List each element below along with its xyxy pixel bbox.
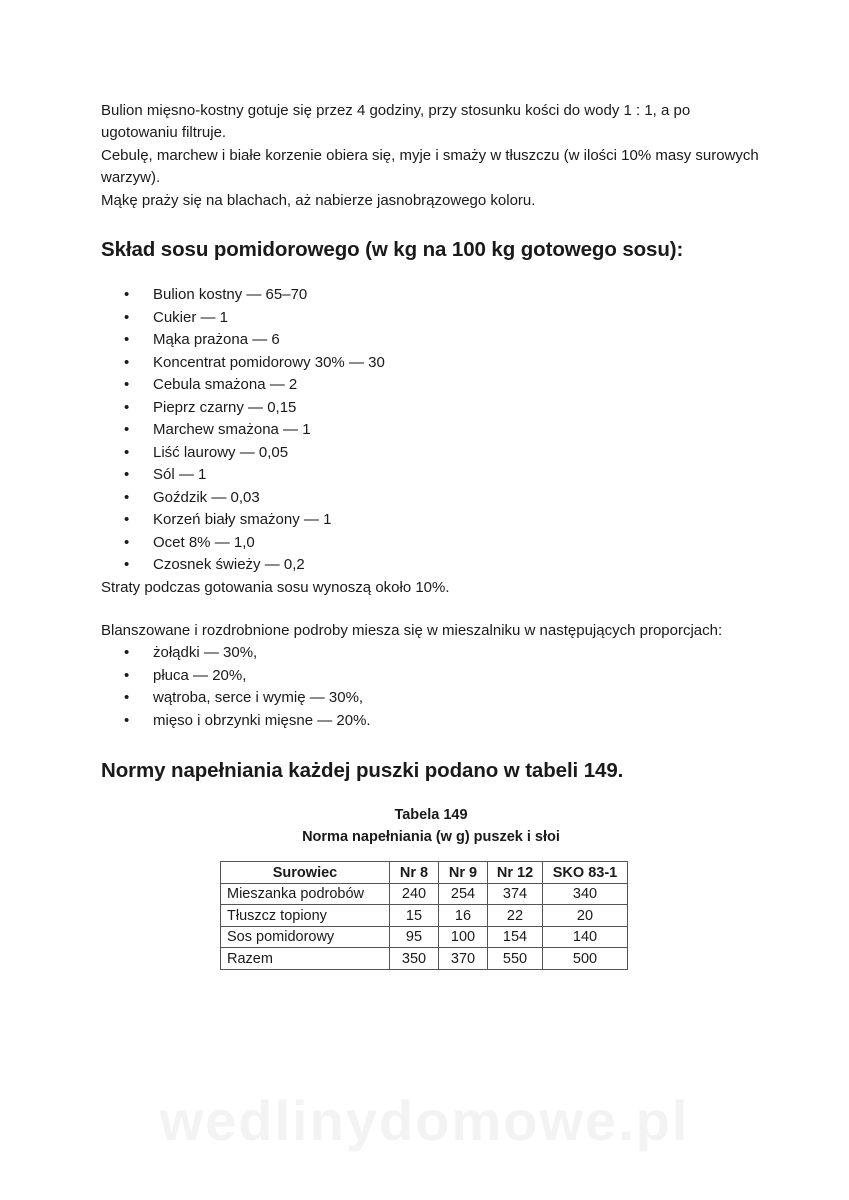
table-header-row xyxy=(221,862,628,884)
table-cell: 16 xyxy=(439,905,488,927)
list-item: • Cebula smażona — 2 xyxy=(101,374,761,397)
table-cell: 154 xyxy=(488,926,543,948)
table-row xyxy=(221,883,628,905)
intro-paragraph-vegetables: Cebulę, marchew i białe korzenie obiera się, myje i smaży w tłuszczu (w ilości 10% masy surowych warzyw). xyxy=(101,146,759,187)
table-row xyxy=(221,926,628,948)
table-cell: 20 xyxy=(543,905,628,927)
table-cell: Mieszanka podrobów xyxy=(221,883,390,905)
filling-norms-table xyxy=(220,861,628,970)
sauce-composition-heading: Skład sosu pomidorowego (w kg na 100 kg gotowego sosu): xyxy=(101,238,684,262)
table-subtitle: Norma napełniania (w g) puszek i słoi xyxy=(302,828,560,845)
table-cell: 350 xyxy=(390,948,439,970)
table-cell: 22 xyxy=(488,905,543,927)
table-cell: 374 xyxy=(488,883,543,905)
sauce-ingredients-list xyxy=(101,284,761,577)
column-header: Nr 9 xyxy=(439,862,488,884)
column-header: Nr 8 xyxy=(390,862,439,884)
table-cell: 240 xyxy=(390,883,439,905)
list-item: • Korzeń biały smażony — 1 xyxy=(101,509,761,532)
column-header: Nr 12 xyxy=(488,862,543,884)
list-item: • Czosnek świeży — 0,2 xyxy=(101,554,761,577)
list-item: • Koncentrat pomidorowy 30% — 30 xyxy=(101,352,761,375)
list-item: • Pieprz czarny — 0,15 xyxy=(101,397,761,420)
watermark: wedlinydomowe.pl xyxy=(159,1089,690,1152)
list-item: • wątroba, serce i wymię — 30%, xyxy=(101,687,761,710)
table-row xyxy=(221,948,628,970)
table-cell: 340 xyxy=(543,883,628,905)
table-cell: 15 xyxy=(390,905,439,927)
table-cell: 500 xyxy=(543,948,628,970)
column-header: SKO 83-1 xyxy=(543,862,628,884)
table-cell: 100 xyxy=(439,926,488,948)
table-cell: 140 xyxy=(543,926,628,948)
list-item: • Goździk — 0,03 xyxy=(101,487,761,510)
column-header: Surowiec xyxy=(221,862,390,884)
list-item: • Bulion kostny — 65–70 xyxy=(101,284,761,307)
list-item: • mięso i obrzynki mięsne — 20%. xyxy=(101,710,761,733)
filling-norms-heading: Normy napełniania każdej puszki podano w tabeli 149. xyxy=(101,759,624,783)
document-page xyxy=(101,100,761,970)
table-cell: Sos pomidorowy xyxy=(221,926,390,948)
list-item: • Ocet 8% — 1,0 xyxy=(101,532,761,555)
table-cell: 550 xyxy=(488,948,543,970)
sauce-losses-note: Straty podczas gotowania sosu wynoszą około 10%. xyxy=(101,578,450,596)
list-item: • Marchew smażona — 1 xyxy=(101,419,761,442)
table-cell: 95 xyxy=(390,926,439,948)
intro-paragraph-flour: Mąkę praży się na blachach, aż nabierze jasnobrązowego koloru. xyxy=(101,191,536,209)
list-item: • płuca — 20%, xyxy=(101,665,761,688)
table-cell: Razem xyxy=(221,948,390,970)
offal-intro-paragraph: Blanszowane i rozdrobnione podroby miesza się w mieszalniku w następujących proporcjach: xyxy=(101,621,723,639)
list-item: • Liść laurowy — 0,05 xyxy=(101,442,761,465)
list-item: • Sól — 1 xyxy=(101,464,761,487)
list-item: • Mąka prażona — 6 xyxy=(101,329,761,352)
offal-proportions-list xyxy=(101,642,761,732)
table-cell: 370 xyxy=(439,948,488,970)
list-item: • Cukier — 1 xyxy=(101,307,761,330)
table-cell: 254 xyxy=(439,883,488,905)
table-row xyxy=(221,905,628,927)
table-cell: Tłuszcz topiony xyxy=(221,905,390,927)
list-item: • żołądki — 30%, xyxy=(101,642,761,665)
table-title: Tabela 149 xyxy=(394,807,468,824)
intro-paragraph-broth: Bulion mięsno-kostny gotuje się przez 4 godziny, przy stosunku kości do wody 1 : 1, a po ugotowaniu filtruje. xyxy=(101,102,691,142)
